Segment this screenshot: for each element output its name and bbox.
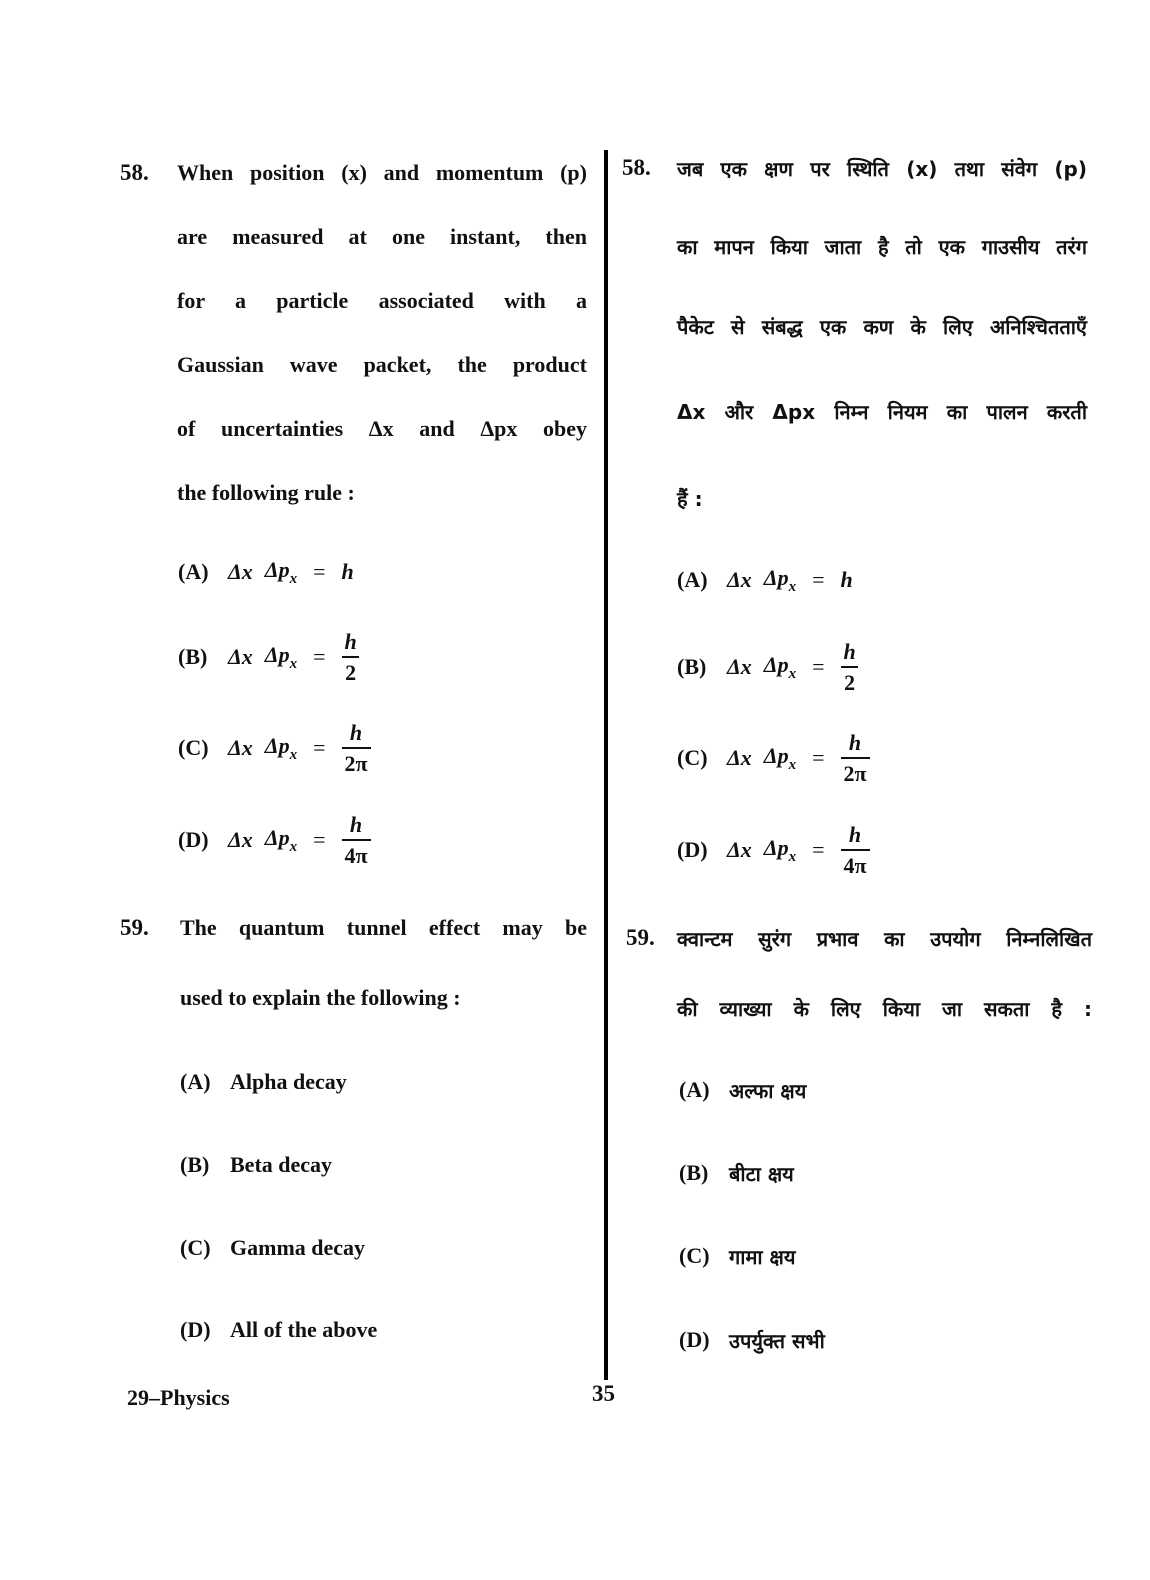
option-d [679,1305,825,1375]
option-text: Gamma decay [230,1235,366,1260]
option-d [180,1295,377,1365]
option-b [180,1130,332,1200]
delta-p: $\Delta p_x$ [763,564,797,595]
equals-sign: = [313,559,326,584]
delta-x: Δx [727,654,752,679]
equals-sign: = [313,827,326,852]
denominator: 4π [342,839,371,867]
option-c [679,1221,795,1291]
option-text: All of the above [230,1317,378,1342]
option-text: उपर्युक्त सभी [729,1328,825,1353]
delta-p: $\Delta p_x$ [763,834,797,865]
option-text: अल्फा क्षय [729,1078,807,1103]
fraction [342,719,371,776]
equals-sign: = [812,654,825,679]
delta-p: $\Delta p_x$ [264,641,298,672]
option-label: (D) [679,1327,710,1352]
fraction [841,638,859,695]
option-value: h [341,559,354,584]
question-number: 59. [120,915,149,940]
stem-line: used to explain the following : [180,985,461,1010]
option-expression [727,638,859,695]
stem-line: Δx और Δpx निम्न नियम का पालन करती [677,400,1087,424]
option-expression [228,557,354,588]
numerator: h [843,638,856,664]
numerator: h [848,729,862,755]
numerator: h [349,811,363,837]
option-label: (B) [679,1160,709,1185]
option-d [178,805,371,875]
page-number: 35 [592,1381,615,1406]
option-c [180,1213,365,1283]
option-b [677,632,859,702]
stem-line: जब एक क्षण पर स्थिति (x) तथा संवेग (p) [677,157,1087,181]
option-expression [727,565,853,596]
option-text: बीटा क्षय [729,1161,794,1186]
question-number: 58. [120,160,149,185]
option-expression [228,719,371,776]
stem-line: हैं : [677,487,703,511]
equals-sign: = [812,567,825,592]
option-label: (A) [180,1069,211,1094]
fraction [841,729,870,786]
option-expression [727,821,870,878]
delta-x: Δx [727,745,752,770]
denominator: 4π [841,849,870,877]
fraction [841,821,870,878]
delta-p: $\Delta p_x$ [264,824,298,855]
equals-sign: = [313,735,326,760]
stem-line: are measured at one instant, then [177,224,587,249]
option-c [178,713,371,783]
fraction [342,811,371,868]
delta-x: Δx [228,559,253,584]
option-a [178,537,354,607]
option-text: Beta decay [230,1152,333,1177]
option-label: (C) [679,1243,710,1268]
stem-line: का मापन किया जाता है तो एक गाउसीय तरंग [677,235,1087,259]
delta-x: Δx [727,837,752,862]
option-b [679,1138,794,1208]
denominator: 2 [841,666,858,694]
stem-line: पैकेट से संबद्ध एक कण के लिए अनिश्चितताएँ [677,315,1087,339]
option-label: (B) [178,644,208,669]
option-expression [228,628,360,685]
option-label: (B) [180,1152,210,1177]
option-label: (D) [677,837,708,862]
denominator: 2π [342,747,371,775]
delta-x: Δx [727,567,752,592]
delta-p: $\Delta p_x$ [264,556,298,587]
option-expression [727,729,870,786]
stem-line: Gaussian wave packet, the product [177,352,587,377]
option-text: Alpha decay [230,1069,347,1094]
stem-line: क्वान्टम सुरंग प्रभाव का उपयोग निम्नलिखित [677,927,1092,951]
subject-code: 29–Physics [127,1385,230,1410]
option-a [679,1055,806,1125]
option-d [677,815,870,885]
option-b [178,622,360,692]
option-c [677,723,870,793]
numerator: h [344,628,357,654]
numerator: h [848,821,862,847]
stem-line: for a particle associated with a [177,288,587,313]
question-number: 58. [622,155,651,180]
delta-x: Δx [228,827,253,852]
stem-line: of uncertainties Δx and Δpx obey [177,416,587,441]
delta-p: $\Delta p_x$ [264,732,298,763]
option-label: (C) [677,745,708,770]
option-label: (B) [677,654,707,679]
delta-x: Δx [228,735,253,760]
numerator: h [349,719,363,745]
delta-x: Δx [228,644,253,669]
option-expression [228,811,371,868]
denominator: 2 [342,656,359,684]
stem-line: की व्याख्या के लिए किया जा सकता है : [677,997,1092,1021]
option-label: (A) [677,567,708,592]
stem-line: the following rule : [177,480,355,505]
option-text: गामा क्षय [729,1244,796,1269]
delta-p: $\Delta p_x$ [763,742,797,773]
denominator: 2π [841,757,870,785]
column-divider [604,150,608,1380]
equals-sign: = [812,745,825,770]
delta-p: $\Delta p_x$ [763,651,797,682]
equals-sign: = [812,837,825,862]
option-a [180,1047,347,1117]
option-label: (D) [178,827,209,852]
option-label: (A) [178,559,209,584]
option-label: (C) [180,1235,211,1260]
fraction [342,628,360,685]
question-number: 59. [626,925,655,950]
option-label: (C) [178,735,209,760]
stem-line: When position (x) and momentum (p) [177,160,587,185]
option-a [677,545,853,615]
option-value: h [840,567,853,592]
option-label: (D) [180,1317,211,1342]
option-label: (A) [679,1077,710,1102]
equals-sign: = [313,644,326,669]
stem-line: The quantum tunnel effect may be [180,915,587,940]
